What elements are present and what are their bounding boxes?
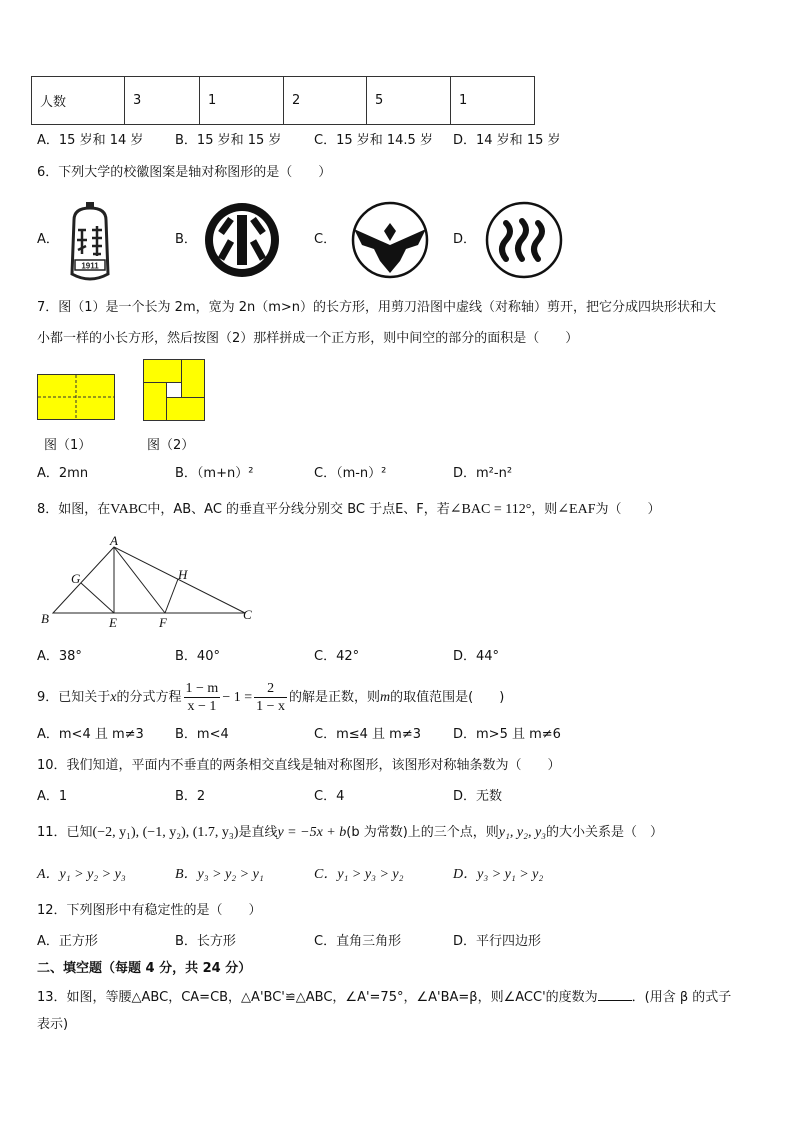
point-label-g: G (71, 571, 81, 586)
q9-fraction-1 (184, 680, 221, 715)
emblem-year-text: 1911 (81, 261, 99, 271)
q6-label-d: D． (453, 232, 477, 247)
eagle-emblem-icon (348, 201, 432, 279)
figure-1-caption: 图（1） (44, 438, 92, 453)
q13-stem-after: ．(用含 β 的式子 (631, 990, 732, 1005)
q6-label-c: C． (314, 232, 337, 247)
q9-stem-mid: 的分式方程 (116, 690, 182, 705)
q10-option-a: A．1 (37, 789, 68, 804)
q12-option-b: B．长方形 (175, 934, 236, 949)
q13-stem-before: 13．如图，等腰△ABC，CA=CB，△A'BC'≌△ABC，∠A'=75°，∠A'BA=β，则∠ACC'的度数为 (37, 990, 598, 1005)
point-label-b: B (41, 611, 49, 626)
q11-points: (−2, y₁), (−1, y₂), (1.7, y₃) (92, 825, 239, 840)
q9-option-a: A．m<4 且 m≠3 (37, 727, 144, 742)
age-table (31, 76, 535, 125)
flame-emblem-icon (484, 201, 564, 279)
q9-frac2-num: 2 (254, 680, 287, 698)
q5-option-d: D．14 岁和 15 岁 (453, 133, 561, 148)
q11-option-d: D．y₃ > y₁ > y₂ (453, 867, 544, 882)
q11-line-expr: y = −5x + b (277, 825, 347, 840)
q11-option-b: B．y₃ > y₂ > y₁ (175, 867, 264, 882)
point-label-h: H (178, 567, 188, 582)
q11-stem (37, 824, 663, 842)
point-label-f: F (159, 615, 167, 630)
q5-option-b: B．15 岁和 15 岁 (175, 133, 282, 148)
q8-angle-target: ∠EAF (557, 502, 596, 517)
q8-option-b: B．40° (175, 649, 220, 664)
table-cell: 2 (284, 77, 367, 125)
q8-option-a: A．38° (37, 649, 82, 664)
q9-option-b: B．m<4 (175, 727, 229, 742)
q10-option-d: D．无数 (453, 789, 503, 804)
table-cell: 5 (367, 77, 451, 125)
q8-triangle-figure (37, 535, 259, 630)
figure-2-caption: 图（2） (147, 438, 195, 453)
point-label-c: C (243, 607, 252, 622)
q9-var-x: x (110, 690, 117, 705)
q7-option-b: B．（m+n）² (175, 466, 254, 481)
q12-stem: 12．下列图形中有稳定性的是（ ） (37, 903, 262, 918)
q6-label-b: B． (175, 232, 197, 247)
q11-option-c: C．y₁ > y₃ > y₂ (314, 867, 404, 882)
q5-option-a: A．15 岁和 14 岁 (37, 133, 144, 148)
section-2-heading: 二、填空题（每题 4 分，共 24 分） (37, 961, 252, 976)
q8-triangle: VABC (110, 502, 148, 517)
q7-option-a: A．2mn (37, 466, 89, 481)
q8-option-c: C．42° (314, 649, 360, 664)
tsinghua-emblem-icon (64, 200, 116, 288)
q10-option-c: C．4 (314, 789, 345, 804)
q13-stem-line1 (37, 986, 731, 1007)
q8-stem-mid: 中，AB、AC 的垂直平分线分别交 BC 于点E、F，若 (147, 502, 450, 517)
q7-stem-line2: 小都一样的小长方形，然后按图（2）那样拼成一个正方形，则中间空的部分的面积是（ ） (37, 331, 579, 346)
q10-option-b: B．2 (175, 789, 206, 804)
q9-var-m: m (380, 690, 391, 705)
point-label-e: E (109, 615, 117, 630)
q12-option-d: D．平行四边形 (453, 934, 542, 949)
q8-angle-given: ∠BAC = 112° (449, 502, 532, 517)
q11-stem-mid2: (b 为常数)上的三个点，则 (346, 825, 499, 840)
q8-stem-end: 为（ ） (595, 502, 661, 517)
table-cell: 3 (125, 77, 200, 125)
q11-stem-prefix: 11．已知 (37, 825, 93, 840)
q9-frac1-den: x − 1 (187, 699, 217, 714)
q10-stem: 10．我们知道，平面内不垂直的两条相交直线是轴对称图形，该图形对称轴条数为（ ） (37, 758, 561, 773)
q9-frac2-den: 1 − x (256, 699, 286, 714)
q9-equation-middle: − 1 = (222, 690, 253, 705)
figure-1-rectangle (37, 374, 115, 420)
table-cell: 1 (451, 77, 535, 125)
q9-stem-prefix: 9．已知关于 (37, 690, 111, 705)
q8-stem (37, 501, 661, 519)
q5-option-c: C．15 岁和 14.5 岁 (314, 133, 433, 148)
q9-option-c: C．m≤4 且 m≠3 (314, 727, 421, 742)
point-label-a: A (110, 535, 118, 548)
table-cell: 1 (200, 77, 284, 125)
q7-option-d: D．m²-n² (453, 466, 513, 481)
q11-stem-mid: 是直线 (238, 825, 278, 840)
q9-stem (37, 679, 504, 717)
q8-stem-prefix: 8．如图，在 (37, 502, 111, 517)
q9-stem-end: 的取值范围是( ) (390, 690, 505, 705)
q12-option-c: C．直角三角形 (314, 934, 402, 949)
q7-option-c: C．（m-n）² (314, 466, 387, 481)
figure-2-square (143, 359, 205, 421)
q8-option-d: D．44° (453, 649, 500, 664)
q9-frac1-num: 1 − m (185, 681, 219, 696)
q9-stem-after: 的解是正数，则 (289, 690, 381, 705)
q9-option-d: D．m>5 且 m≠6 (453, 727, 561, 742)
q11-stem-end: 的大小关系是（ ） (546, 825, 664, 840)
q11-option-a: A．y₁ > y₂ > y₃ (37, 867, 126, 882)
q8-stem-mid2: ，则 (531, 502, 558, 517)
q6-stem: 6．下列大学的校徽图案是轴对称图形的是（ ） (37, 165, 332, 180)
q9-fraction-2 (254, 680, 287, 715)
q13-stem-line2: 表示) (37, 1017, 69, 1032)
table-row (32, 77, 535, 125)
peking-emblem-icon (203, 201, 281, 279)
q12-option-a: A．正方形 (37, 934, 98, 949)
q7-stem-line1: 7．图（1）是一个长为 2m，宽为 2n（m>n）的长方形，用剪刀沿图中虚线（对称轴）剪开，把它分成四块形状和大 (37, 300, 717, 315)
q11-vars: y₁, y₂, y₃ (498, 825, 547, 840)
q13-answer-blank (598, 986, 632, 1001)
table-cell-row-label: 人数 (32, 77, 125, 125)
q6-label-a: A． (37, 232, 59, 247)
